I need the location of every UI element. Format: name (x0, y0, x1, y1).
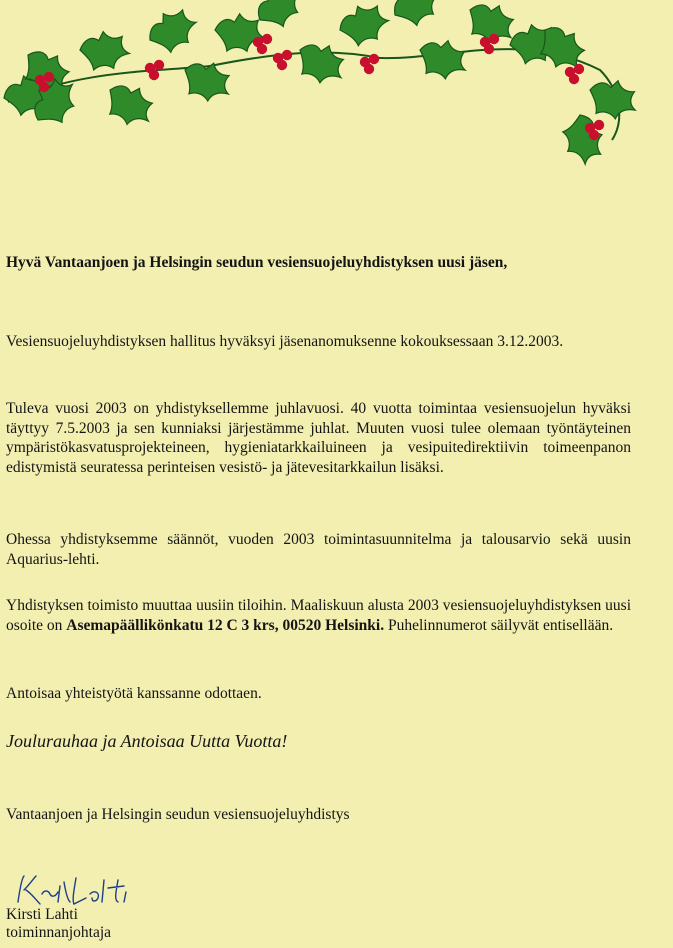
letter-greeting: Hyvä Vantaanjoen ja Helsingin seudun vesiensuojeluyhdistyksen uusi jäsen, (6, 253, 508, 271)
signer-title: toiminnanjohtaja (6, 924, 112, 941)
office-move-phone-text: Puhelinnumerot säilyvät entisellään. (384, 616, 614, 634)
paragraph-enclosures: Ohessa yhdistyksemme säännöt, vuoden 2003 toimintasuunnitelma ja talousarvio sekä uusin Aquarius-lehti. (6, 531, 631, 568)
paragraph-membership-approval: Vesiensuojeluyhdistyksen hallitus hyväksyi jäsenanomuksenne kokouksessaan 3.12.2003. (6, 333, 564, 350)
new-address: Asemapäällikönkatu 12 C 3 krs, 00520 Helsinki. (66, 616, 385, 634)
paragraph-anniversary-year: Tuleva vuosi 2003 on yhdistyksellemme juhlavuosi. 40 vuotta toimintaa vesiensuojelun hyväksi täyttyy 7.5.2003 ja sen kunniaksi järjestämme juhlat. Muuten vuosi tulee olemaan työntäyteinen ympäristökasvatusprojekteineen, hygieniatarkkailuineen ja vesipuitedirektiivin toimeenpanon edistymistä seuratessa perinteisen vesistö- ja jätevesitarkkailun lisäksi. (6, 400, 631, 476)
paragraph-office-move (6, 596, 631, 635)
organization-name: Vantaanjoen ja Helsingin seudun vesiensuojeluyhdistys (6, 806, 350, 823)
signer-block (6, 906, 111, 942)
signer-name: Kirsti Lahti (6, 906, 78, 923)
paragraph-closing: Antoisaa yhteistyötä kanssanne odottaen. (6, 685, 262, 702)
holly-garland-decoration (0, 0, 673, 170)
holiday-wish: Joulurauhaa ja Antoisaa Uutta Vuotta! (6, 731, 288, 751)
office-move-text: Yhdistyksen toimisto muuttaa uusiin tiloihin. Maaliskuun alusta 2003 vesiensuojeluyhdistyksen uusi osoite on (6, 597, 631, 634)
